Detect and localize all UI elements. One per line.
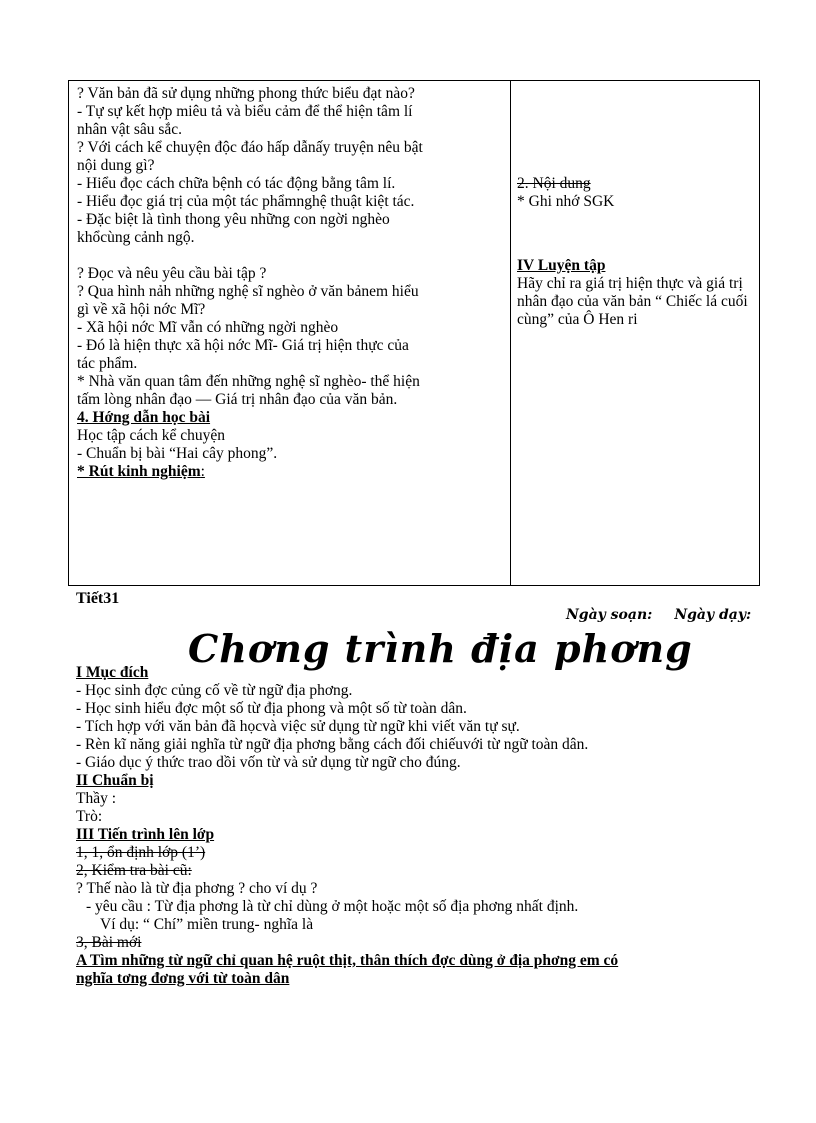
table-line: tấm lòng nhân đạo — Giá trị nhân đạo của văn bản. <box>77 391 398 408</box>
purpose-line: - Rèn kĩ năng giải nghĩa từ ngữ địa phơng bằng cách đối chiếuvới từ ngữ toàn dân. <box>76 736 589 753</box>
guide-line: - Chuẩn bị bài “Hai cây phong”. <box>77 445 278 462</box>
table-line: ? Đọc và nêu yêu cầu bài tập ? <box>77 265 267 282</box>
table-line: gì về xã hội nớc Mĩ? <box>77 301 206 318</box>
lesson-body <box>76 664 766 988</box>
table-line <box>77 247 505 265</box>
prep-heading: II Chuẩn bị <box>76 772 154 789</box>
table-line: - Hiểu đọc cách chữa bệnh có tác động bằng tâm lí. <box>77 175 396 192</box>
notes-cell <box>517 81 755 329</box>
step-1: 1, 1, ổn định lớp (1’) <box>76 844 206 861</box>
purpose-line: - Giáo dục ý thức trao dồi vốn từ và sử dụng từ ngữ cho đúng. <box>76 754 461 771</box>
table-line: nội dung gì? <box>77 157 155 174</box>
table-line: - Tự sự kết hợp miêu tả và biểu cảm để thể hiện tâm lí <box>77 103 413 120</box>
content-heading: 2. Nội dung <box>517 175 591 192</box>
table-line: nhân vật sâu sắc. <box>77 121 183 138</box>
purpose-line: - Tích hợp với văn bản đã họcvà việc sử dụng từ ngữ khi viết văn tự sự. <box>76 718 520 735</box>
lesson-number: Tiết31 <box>76 590 120 607</box>
purpose-line: - Học sinh đợc củng cố về từ ngữ địa phơng. <box>76 682 353 699</box>
experience-row <box>77 463 505 481</box>
experience-heading: * Rút kinh nghiệm <box>77 463 201 480</box>
table-line: khổcùng cảnh ngộ. <box>77 229 195 246</box>
page-title: Chơng trình địa phơng <box>188 626 693 671</box>
review-example: Ví dụ: “ Chí” miền trung- nghĩa là <box>100 916 314 933</box>
practice-heading: IV Luyện tập <box>517 257 606 274</box>
table-line: - Đặc biệt là tình thong yêu những con ngời nghèo <box>77 211 390 228</box>
lesson-table <box>68 80 760 586</box>
column-divider <box>510 81 511 585</box>
process-heading: III Tiến trình lên lớp <box>76 826 215 843</box>
table-line: - Xã hội nớc Mĩ vẫn có những ngời nghèo <box>77 319 339 336</box>
activities-cell <box>77 85 505 481</box>
guide-heading: 4. Hớng dẫn học bài <box>77 409 211 426</box>
table-line: ? Văn bản đã sử dụng những phong thức biểu đạt nào? <box>77 85 415 102</box>
student-line: Trò: <box>76 808 103 825</box>
guide-line: Học tập cách kể chuyện <box>77 427 226 444</box>
purpose-line: - Học sinh hiểu đợc một số từ địa phong và một số từ toàn dân. <box>76 700 467 717</box>
table-line: - Hiểu đọc giá trị của một tác phẩmnghệ thuật kiệt tác. <box>77 193 415 210</box>
task-a-line-2: nghĩa tơng đơng với từ toàn dân <box>76 970 290 987</box>
table-line: ? Với cách kể chuyện độc đáo hấp dẫnấy truyện nêu bật <box>77 139 423 156</box>
date-taught: Ngày dạy: <box>674 607 752 623</box>
task-a-line-1: A Tìm những từ ngữ chỉ quan hệ ruột thịt, thân thích đợc dùng ở địa phơng em có <box>76 952 619 969</box>
content-note: * Ghi nhớ SGK <box>517 193 615 210</box>
step-3: 3, Bài mới <box>76 934 142 951</box>
teacher-line: Thầy : <box>76 790 117 807</box>
practice-text: Hãy chỉ ra giá trị hiện thực và giá trị nhân đạo của văn bản “ Chiếc lá cuối cùng” của Ô Hen ri <box>517 275 748 328</box>
step-2: 2, Kiểm tra bài cũ: <box>76 862 192 879</box>
purpose-heading: I Mục đích <box>76 664 149 681</box>
experience-suffix: : <box>200 463 205 480</box>
review-answer: - yêu cầu : Từ địa phơng là từ chỉ dùng ở một hoặc một số địa phơng nhất định. <box>86 898 579 915</box>
table-line: tác phẩm. <box>77 355 138 372</box>
table-line: - Đó là hiện thực xã hội nớc Mĩ- Giá trị hiện thực của <box>77 337 409 354</box>
date-prepared: Ngày soạn: <box>566 607 653 623</box>
table-line: * Nhà văn quan tâm đến những nghệ sĩ nghèo- thể hiện <box>77 373 420 390</box>
review-question: ? Thế nào là từ địa phơng ? cho ví dụ ? <box>76 880 318 897</box>
table-line: ? Qua hình nảh những nghệ sĩ nghèo ở văn bảnem hiểu <box>77 283 419 300</box>
date-row <box>566 607 773 623</box>
